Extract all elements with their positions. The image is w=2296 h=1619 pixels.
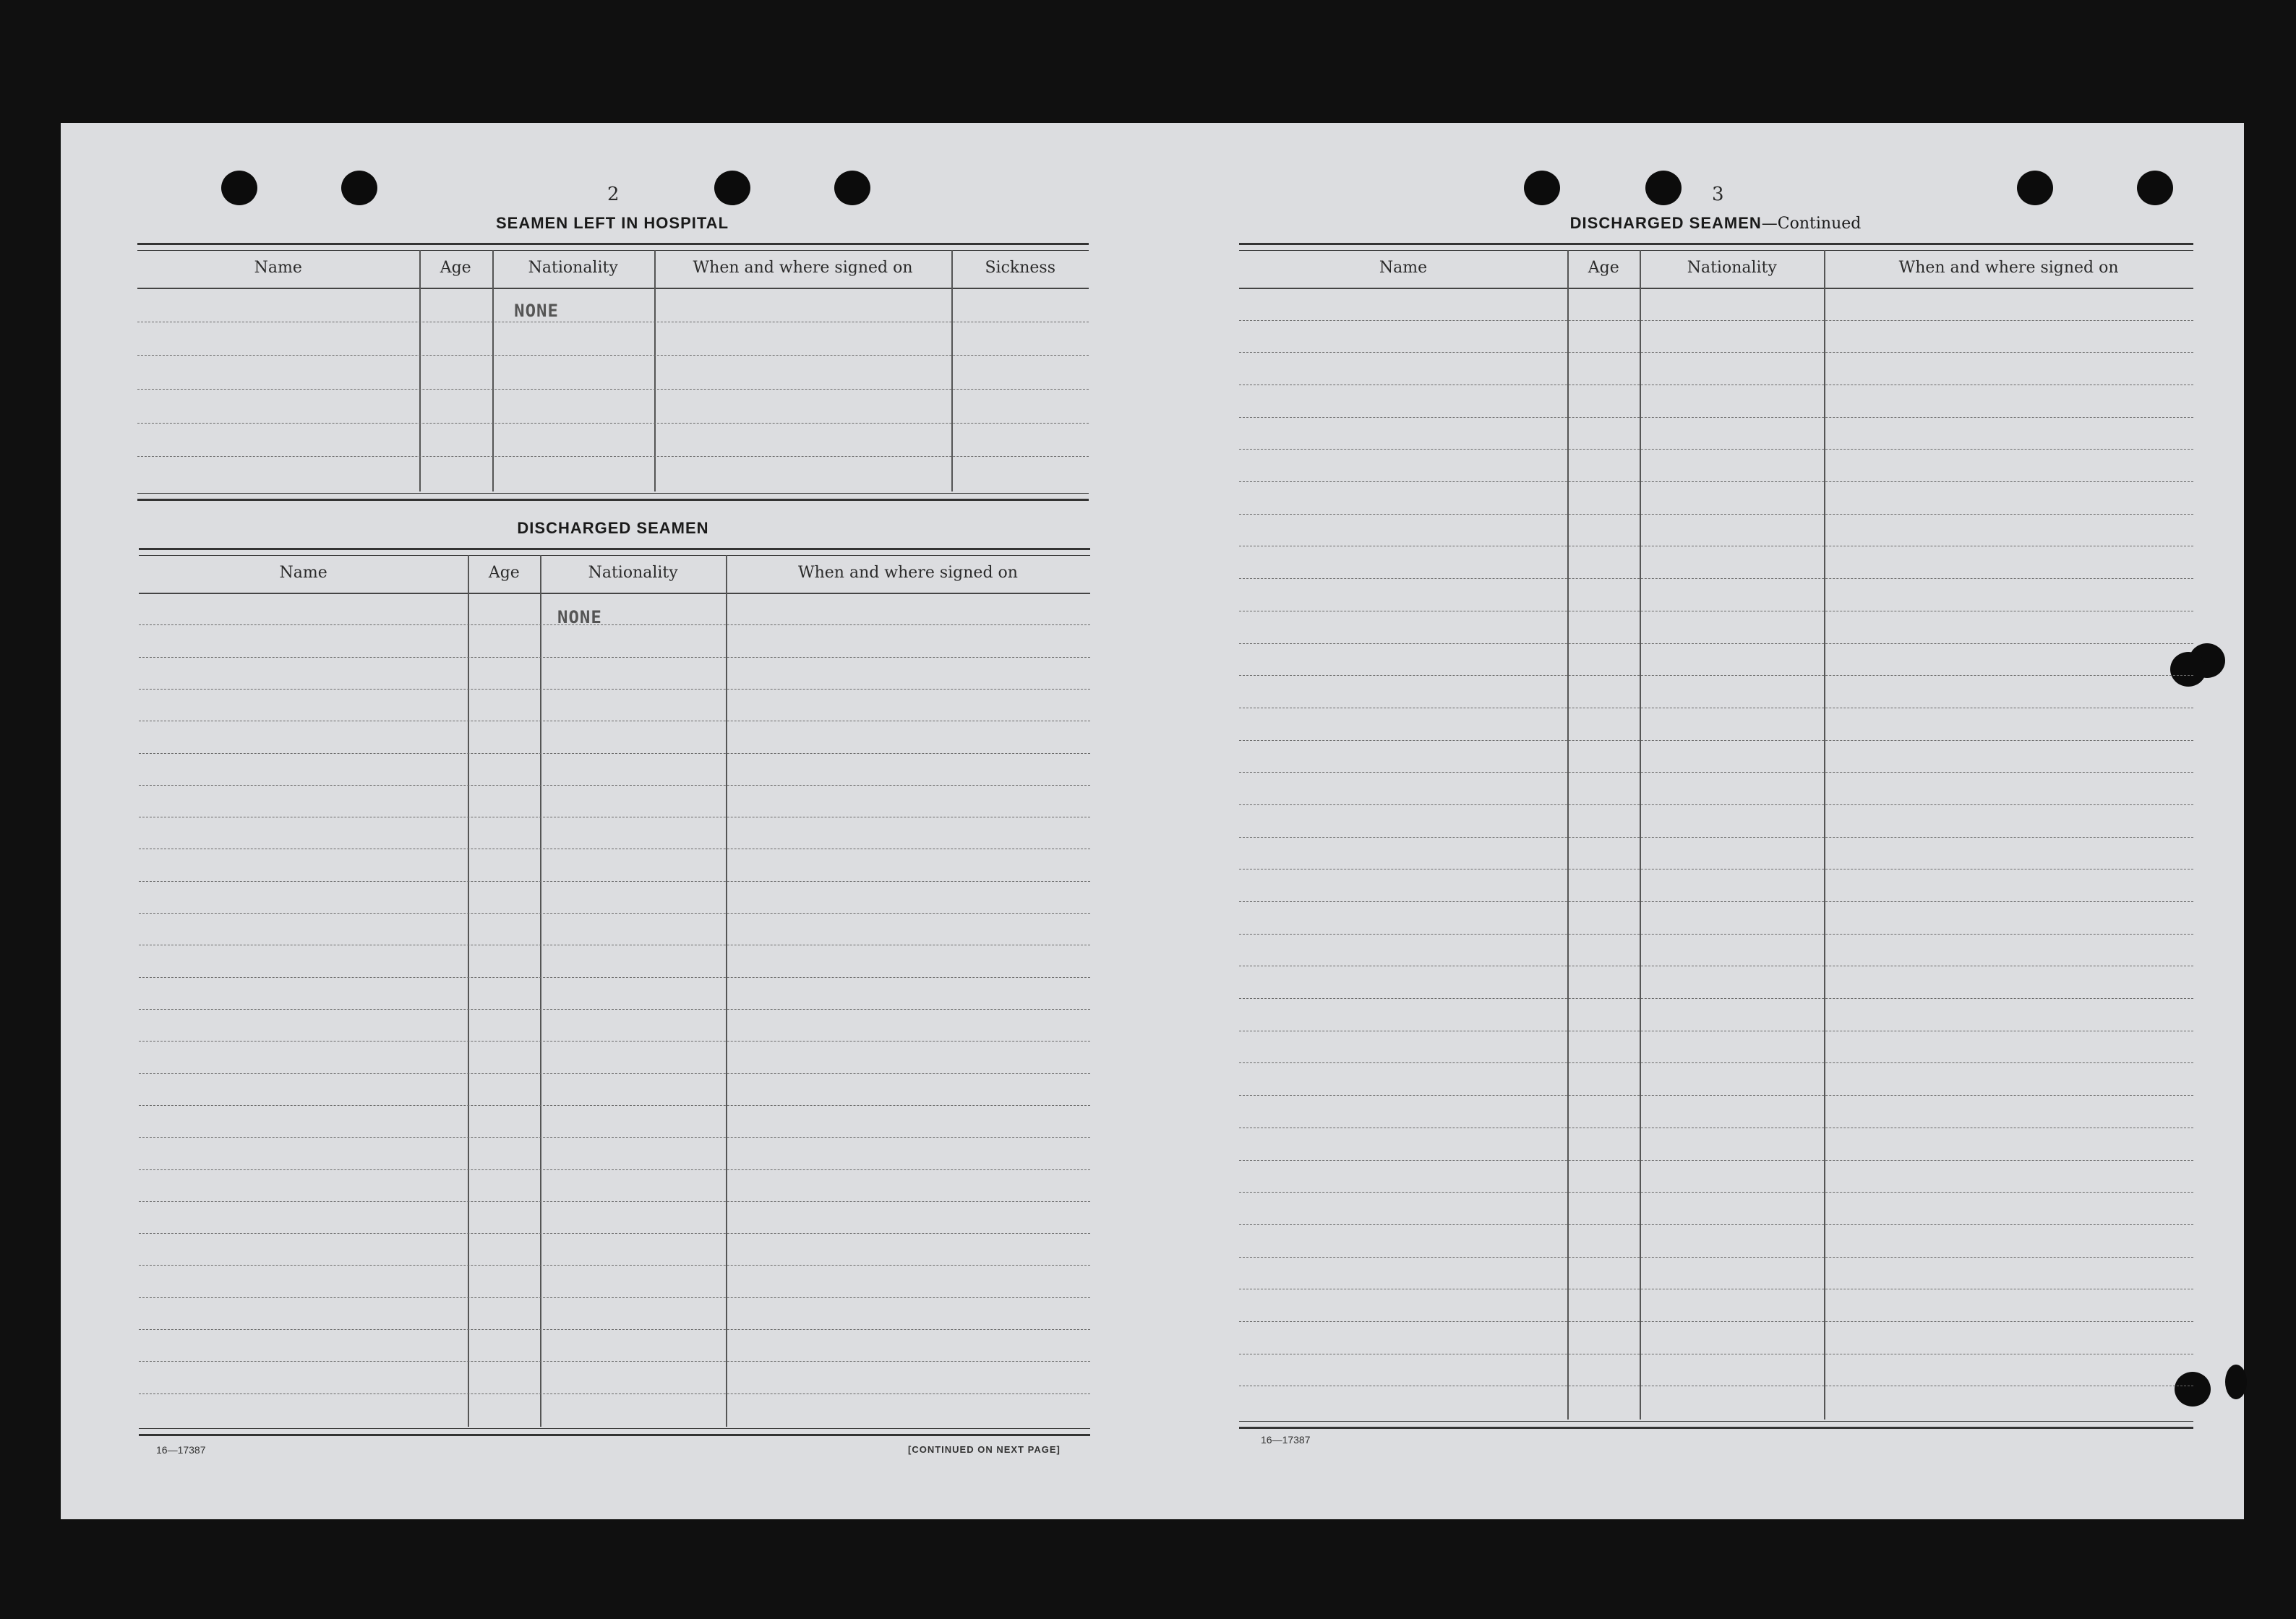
table-row: [1239, 1160, 2193, 1161]
column-divider: [419, 250, 421, 491]
table-row: [1239, 998, 2193, 999]
table-row: [1239, 772, 2193, 773]
header-rule: [1239, 288, 2193, 289]
column-divider: [1567, 250, 1569, 1420]
column-header: When and where signed on: [1898, 258, 2119, 277]
table-row: [137, 355, 1089, 356]
continued-note: [CONTINUED ON NEXT PAGE]: [908, 1444, 1061, 1455]
column-header: Nationality: [588, 563, 678, 582]
none-entry-stamp: NONE: [557, 607, 602, 627]
table-row: [139, 881, 1090, 882]
table-row: [1239, 1257, 2193, 1258]
column-header: Name: [254, 258, 302, 277]
table-row: [1239, 1062, 2193, 1063]
table-row: [1239, 901, 2193, 902]
punch-hole: [2137, 171, 2173, 205]
table-row: [137, 423, 1089, 424]
table-row: [137, 389, 1089, 390]
table-row: [139, 785, 1090, 786]
column-header: Sickness: [985, 258, 1055, 277]
table-row: [1239, 643, 2193, 644]
table-row: [1239, 320, 2193, 321]
table-row: [1239, 449, 2193, 450]
table-row: [139, 1009, 1090, 1010]
table-row: [139, 657, 1090, 658]
column-divider: [654, 250, 656, 491]
punch-hole: [341, 171, 377, 205]
page-number-left: 2: [607, 184, 620, 205]
document-sheet: [61, 123, 2244, 1519]
none-entry-stamp: NONE: [514, 301, 559, 321]
column-header: When and where signed on: [797, 563, 1018, 582]
table-row: [139, 1169, 1090, 1170]
table-row: [1239, 934, 2193, 935]
form-number-left: 16—17387: [156, 1444, 206, 1456]
column-divider: [1640, 250, 1641, 1420]
column-header: Age: [1588, 258, 1619, 277]
header-rule: [137, 288, 1089, 289]
table-row: [139, 1073, 1090, 1074]
table-row: [1239, 1192, 2193, 1193]
table-row: [1239, 417, 2193, 418]
column-divider: [492, 250, 494, 491]
table-row: [139, 1233, 1090, 1234]
table-row: [137, 456, 1089, 457]
table-row: [1239, 578, 2193, 579]
table-bottom-rule: [1239, 1421, 2193, 1429]
hospital-table: [137, 243, 1089, 500]
table-row: [139, 753, 1090, 754]
punch-hole: [1645, 171, 1682, 205]
discharged-table: [139, 548, 1090, 1435]
column-divider: [468, 555, 469, 1427]
table-row: [139, 1329, 1090, 1330]
column-divider: [1824, 250, 1825, 1420]
table-row: [139, 624, 1090, 625]
column-divider: [726, 555, 727, 1427]
table-row: [139, 1393, 1090, 1394]
punch-hole: [1524, 171, 1560, 205]
table-bottom-rule: [139, 1428, 1090, 1436]
column-header: Age: [488, 563, 520, 582]
table-row: [1239, 675, 2193, 676]
column-divider: [951, 250, 953, 491]
page-number-right: 3: [1712, 184, 1724, 205]
table-row: [1239, 1095, 2193, 1096]
column-divider: [540, 555, 541, 1427]
table-bottom-rule: [137, 493, 1089, 501]
table-row: [1239, 514, 2193, 515]
punch-hole: [221, 171, 257, 205]
hospital-section-title: SEAMEN LEFT IN HOSPITAL: [495, 214, 729, 232]
table-row: [1239, 740, 2193, 741]
table-row: [139, 977, 1090, 978]
table-row: [139, 1041, 1090, 1042]
table-row: [1239, 837, 2193, 838]
table-row: [1239, 352, 2193, 353]
punch-hole: [834, 171, 870, 205]
column-header: Name: [1379, 258, 1428, 277]
column-header: Nationality: [1687, 258, 1777, 277]
table-row: [139, 1201, 1090, 1202]
punch-hole: [2225, 1365, 2247, 1399]
header-rule: [139, 593, 1090, 594]
table-row: [139, 1297, 1090, 1298]
discharged-continued-table: [1239, 243, 2193, 1428]
discharged-section-title: DISCHARGED SEAMEN: [517, 519, 709, 537]
discharged-continued-title-suffix: —Continued: [1761, 215, 1862, 233]
column-header: Name: [279, 563, 327, 582]
table-row: [139, 689, 1090, 690]
column-header: When and where signed on: [693, 258, 913, 277]
table-row: [1239, 1321, 2193, 1322]
table-row: [1239, 481, 2193, 482]
table-row: [139, 1105, 1090, 1106]
discharged-continued-title: [1239, 214, 2192, 233]
column-header: Nationality: [528, 258, 618, 277]
punch-hole: [2017, 171, 2053, 205]
table-row: [1239, 1224, 2193, 1225]
column-header: Age: [440, 258, 471, 277]
table-row: [139, 913, 1090, 914]
punch-hole: [714, 171, 750, 205]
table-row: [139, 1361, 1090, 1362]
table-row: [1239, 804, 2193, 805]
form-number-right: 16—17387: [1261, 1434, 1311, 1446]
discharged-continued-title-main: DISCHARGED SEAMEN: [1569, 214, 1762, 232]
table-row: [139, 1265, 1090, 1266]
table-row: [139, 1137, 1090, 1138]
